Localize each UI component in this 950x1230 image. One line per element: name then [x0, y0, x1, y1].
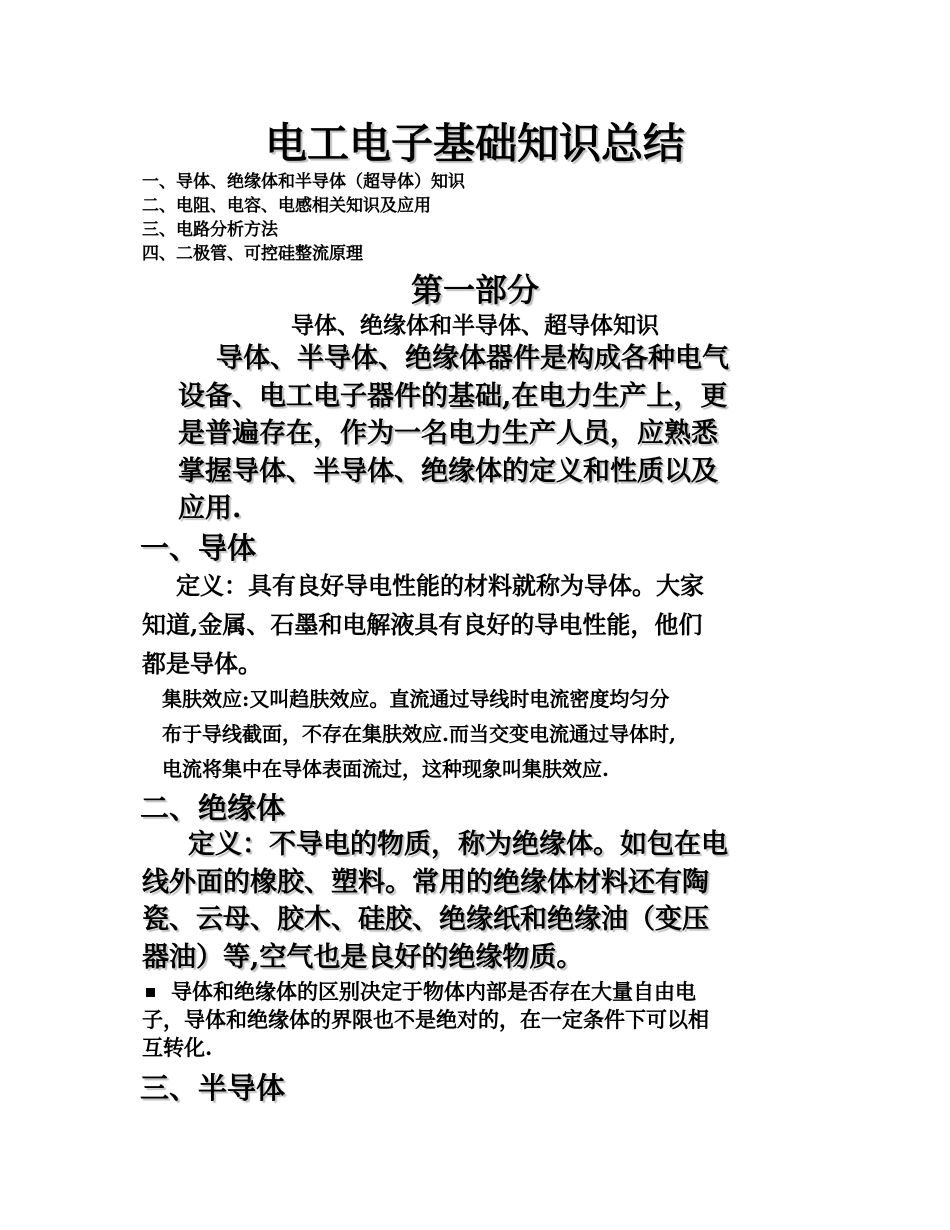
toc-item-2: 二、电阻、电容、电感相关知识及应用 — [142, 196, 431, 216]
toc-item-4: 四、二极管、可控硅整流原理 — [142, 244, 363, 264]
toc-item-1: 一、导体、绝缘体和半导体（超导体）知识 — [142, 172, 465, 192]
intro-line-2: 设备、电工电子器件的基础,在电力生产上，更 — [178, 380, 728, 412]
note-line-1: 导体和绝缘体的区别决定于物体内部是否存在大量自由电 — [171, 979, 696, 1004]
insulator-def-line-2: 线外面的橡胶、塑料。常用的绝缘体材料还有陶 — [142, 866, 709, 898]
section-heading-semiconductor: 三、半导体 — [140, 1071, 286, 1105]
skin-effect-line-2: 布于导线截面，不存在集肤效应.而当交变电流通过导体时, — [162, 722, 676, 746]
part-subtitle: 导体、绝缘体和半导体、超导体知识 — [291, 312, 659, 339]
intro-paragraph — [178, 340, 818, 528]
note-line-2: 子，导体和绝缘体的界限也不是绝对的，在一定条件下可以相 — [142, 1007, 709, 1032]
document-title: 电工电子基础知识总结 — [264, 119, 685, 168]
square-bullet-icon — [146, 988, 155, 997]
intro-line-3: 是普遍存在，作为一名电力生产人员，应熟悉 — [178, 418, 718, 449]
skin-effect-paragraph — [162, 682, 676, 787]
insulator-def-line-4: 器油）等,空气也是良好的绝缘物质。 — [142, 941, 584, 973]
conductor-def-line-1: 定义：具有良好导电性能的材料就称为导体。大家 — [176, 571, 704, 600]
conductor-definition — [142, 566, 704, 683]
conductor-insulator-note — [142, 978, 709, 1062]
note-line-3: 互转化. — [142, 1035, 213, 1060]
intro-line-1: 导体、半导体、绝缘体器件是构成各种电气 — [216, 343, 729, 374]
section-heading-conductor: 一、导体 — [140, 531, 257, 565]
skin-effect-line-3: 电流将集中在导体表面流过，这种现象叫集肤效应. — [162, 757, 609, 781]
part-title: 第一部分 — [410, 271, 539, 309]
insulator-definition — [142, 826, 728, 976]
section-heading-insulator: 二、绝缘体 — [140, 791, 286, 825]
insulator-def-line-3: 瓷、云母、胶木、硅胶、绝缘纸和绝缘油（变压 — [142, 904, 709, 935]
skin-effect-line-1: 集肤效应:又叫趋肤效应。直流通过导线时电流密度均匀分 — [162, 687, 670, 711]
intro-line-4: 掌握导体、半导体、绝缘体的定义和性质以及 — [178, 455, 718, 487]
conductor-def-line-2: 知道,金属、石墨和电解液具有良好的导电性能，他们 — [142, 610, 703, 639]
toc-item-3: 三、电路分析方法 — [142, 220, 278, 240]
intro-line-5: 应用. — [178, 493, 242, 524]
conductor-def-line-3: 都是导体。 — [142, 649, 262, 678]
insulator-def-line-1: 定义：不导电的物质，称为绝缘体。如包在电 — [188, 829, 728, 860]
